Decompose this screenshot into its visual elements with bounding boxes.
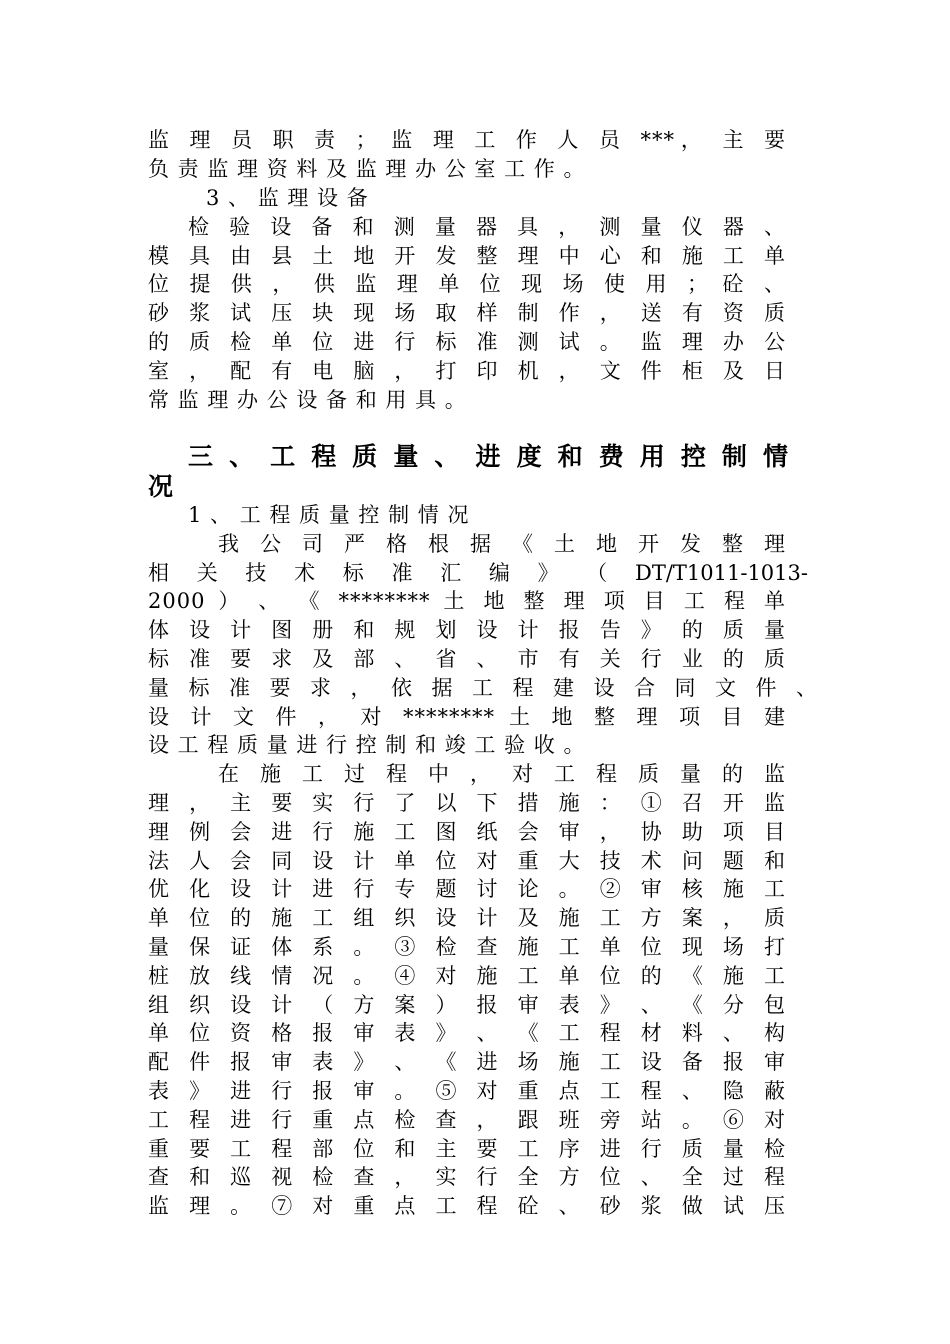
text-line: 组 织 设 计 （ 方 案 ） 报 审 表 》 、 《 分 包: [148, 993, 786, 1017]
text-line: 单 位 的 施 工 组 织 设 计 及 施 工 方 案 ， 质: [148, 906, 786, 930]
text-line: 的 质 检 单 位 进 行 标 准 测 试 。 监 理 办 公: [148, 330, 786, 354]
text-line: 2000 ） 、 《 ******** 土 地 整 理 项 目 工 程 单: [148, 589, 786, 613]
text-line: 查 和 巡 视 检 查 ， 实 行 全 方 位 、 全 过 程: [148, 1165, 786, 1189]
text-line: 砂 浆 试 压 块 现 场 取 样 制 作 ， 送 有 资 质: [148, 301, 786, 325]
text-line: 检 验 设 备 和 测 量 器 具 ， 测 量 仪 器 、: [188, 215, 786, 239]
text-line: 标 准 要 求 及 部 、 省 、 市 有 关 行 业 的 质: [148, 647, 786, 671]
text-line: 室 ， 配 有 电 脑 ， 打 印 机 ， 文 件 柜 及 日: [148, 359, 786, 383]
text-line: 体 设 计 图 册 和 规 划 设 计 报 告 》 的 质 量: [148, 618, 786, 642]
text-line: 配 件 报 审 表 》 、 《 进 场 施 工 设 备 报 审: [148, 1050, 786, 1074]
text-line: 监 理 。 ⑦ 对 重 点 工 程 砼 、 砂 浆 做 试 压: [148, 1194, 786, 1218]
text-line: 设 计 文 件 ， 对 ******** 土 地 整 理 项 目 建: [148, 705, 786, 729]
text-line: 法 人 会 同 设 计 单 位 对 重 大 技 术 问 题 和: [148, 849, 786, 873]
text-line: 常 监 理 办 公 设 备 和 用 具 。: [148, 388, 467, 412]
text-line: 量 保 证 体 系 。 ③ 检 查 施 工 单 位 现 场 打: [148, 935, 786, 959]
text-line: 桩 放 线 情 况 。 ④ 对 施 工 单 位 的 《 施 工: [148, 964, 786, 988]
text-line: 相 关 技 术 标 准 汇 编 》 （ DT/T1011-1013-: [148, 561, 808, 585]
text-line: 理 ， 主 要 实 行 了 以 下 措 施 ： ① 召 开 监: [148, 791, 786, 815]
text-line: 监 理 员 职 责 ； 监 理 工 作 人 员 ***， 主 要: [148, 128, 786, 152]
section-heading-3: 3 、 监 理 设 备: [206, 186, 369, 210]
text-line: 重 要 工 程 部 位 和 主 要 工 序 进 行 质 量 检: [148, 1137, 786, 1161]
text-line: 工 程 进 行 重 点 检 查 ， 跟 班 旁 站 。 ⑥ 对: [148, 1108, 786, 1132]
chapter-heading-cont: 况: [148, 472, 174, 501]
text-line: 设 工 程 质 量 进 行 控 制 和 竣 工 验 收 。: [148, 733, 586, 757]
text-line: 位 提 供 ， 供 监 理 单 位 现 场 使 用 ； 砼 、: [148, 272, 786, 296]
text-line: 我 公 司 严 格 根 据 《 土 地 开 发 整 理: [218, 532, 786, 556]
text-line: 量 标 准 要 求 ， 依 据 工 程 建 设 合 同 文 件 、: [148, 676, 818, 700]
subsection-heading: 1 、 工 程 质 量 控 制 情 况: [188, 503, 470, 527]
text-line: 负 责 监 理 资 料 及 监 理 办 公 室 工 作 。: [148, 157, 586, 181]
text-line: 理 例 会 进 行 施 工 图 纸 会 审 ， 协 助 项 目: [148, 820, 786, 844]
text-line: 表 》 进 行 报 审 。 ⑤ 对 重 点 工 程 、 隐 蔽: [148, 1079, 786, 1103]
text-line: 模 具 由 县 土 地 开 发 整 理 中 心 和 施 工 单: [148, 244, 786, 268]
chapter-heading: 三 、 工 程 质 量 、 进 度 和 费 用 控 制 情: [188, 442, 788, 471]
text-line: 优 化 设 计 进 行 专 题 讨 论 。 ② 审 核 施 工: [148, 877, 786, 901]
text-line: 在 施 工 过 程 中 ， 对 工 程 质 量 的 监: [218, 762, 786, 786]
text-line: 单 位 资 格 报 审 表 》 、 《 工 程 材 料 、 构: [148, 1021, 786, 1045]
